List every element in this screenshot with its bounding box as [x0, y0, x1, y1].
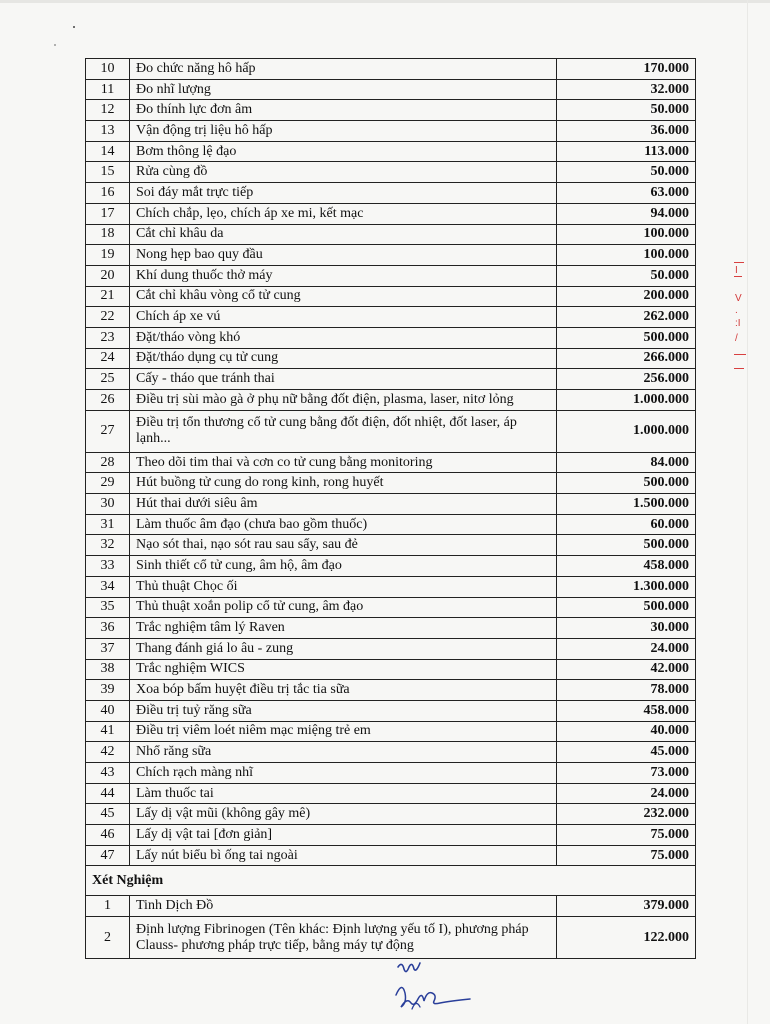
table-row	[86, 556, 696, 577]
row-number: 20	[86, 265, 130, 286]
row-number: 32	[86, 535, 130, 556]
scan-edge-right	[747, 0, 748, 1024]
table-row	[86, 203, 696, 224]
service-name: Cắt chỉ khâu da	[130, 224, 557, 245]
table-row	[86, 141, 696, 162]
service-name: Khí dung thuốc thở máy	[130, 265, 557, 286]
service-price: 1.300.000	[557, 576, 696, 597]
service-price: 1.500.000	[557, 494, 696, 515]
row-number: 26	[86, 390, 130, 411]
table-row	[86, 100, 696, 121]
service-name: Đo nhĩ lượng	[130, 79, 557, 100]
table-row	[86, 680, 696, 701]
row-number: 15	[86, 162, 130, 183]
row-number: 28	[86, 452, 130, 473]
service-price: 262.000	[557, 307, 696, 328]
fee-table	[85, 58, 696, 959]
row-number: 38	[86, 659, 130, 680]
service-price: 73.000	[557, 763, 696, 784]
row-number: 39	[86, 680, 130, 701]
table-row	[86, 369, 696, 390]
service-name: Điều trị sùi mào gà ở phụ nữ bằng đốt điện, plasma, laser, nitơ lỏng	[130, 390, 557, 411]
service-name: Xoa bóp bấm huyệt điều trị tắc tia sữa	[130, 680, 557, 701]
signature-mark	[392, 955, 482, 1017]
service-name: Hút thai dưới siêu âm	[130, 494, 557, 515]
table-row	[86, 845, 696, 866]
row-number: 16	[86, 183, 130, 204]
fee-table-body	[86, 59, 696, 959]
service-name: Lấy dị vật mũi (không gây mê)	[130, 804, 557, 825]
service-price: 113.000	[557, 141, 696, 162]
service-name: Đo thính lực đơn âm	[130, 100, 557, 121]
service-name: Thủ thuật xoắn polip cổ tử cung, âm đạo	[130, 597, 557, 618]
service-price: 500.000	[557, 535, 696, 556]
table-row	[86, 721, 696, 742]
service-price: 24.000	[557, 783, 696, 804]
table-row	[86, 452, 696, 473]
table-row	[86, 245, 696, 266]
service-price: 500.000	[557, 473, 696, 494]
section-title: Xét Nghiệm	[86, 866, 696, 896]
row-number: 25	[86, 369, 130, 390]
service-name: Nạo sót thai, nạo sót rau sau sẩy, sau đẻ	[130, 535, 557, 556]
service-price: 36.000	[557, 121, 696, 142]
service-price: 170.000	[557, 59, 696, 80]
service-price: 30.000	[557, 618, 696, 639]
service-name: Làm thuốc tai	[130, 783, 557, 804]
table-row	[86, 265, 696, 286]
service-name: Chích chắp, lẹo, chích áp xe mi, kết mạc	[130, 203, 557, 224]
service-price: 500.000	[557, 327, 696, 348]
service-name: Rửa cùng đồ	[130, 162, 557, 183]
row-number: 31	[86, 514, 130, 535]
service-price: 1.000.000	[557, 390, 696, 411]
table-row	[86, 327, 696, 348]
service-name: Hút buồng tử cung do rong kinh, rong huyết	[130, 473, 557, 494]
service-price: 75.000	[557, 845, 696, 866]
service-price: 75.000	[557, 825, 696, 846]
service-name: Cắt chỉ khâu vòng cổ tử cung	[130, 286, 557, 307]
row-number: 30	[86, 494, 130, 515]
table-row	[86, 121, 696, 142]
row-number: 11	[86, 79, 130, 100]
service-price: 500.000	[557, 597, 696, 618]
table-row	[86, 618, 696, 639]
service-price: 45.000	[557, 742, 696, 763]
table-row	[86, 742, 696, 763]
row-number: 19	[86, 245, 130, 266]
table-row	[86, 348, 696, 369]
table-row	[86, 896, 696, 917]
service-price: 40.000	[557, 721, 696, 742]
row-number: 41	[86, 721, 130, 742]
row-number: 34	[86, 576, 130, 597]
table-row	[86, 535, 696, 556]
service-price: 458.000	[557, 700, 696, 721]
row-number: 24	[86, 348, 130, 369]
table-row	[86, 286, 696, 307]
service-price: 200.000	[557, 286, 696, 307]
service-name: Định lượng Fibrinogen (Tên khác: Định lượng yếu tố I), phương pháp Clauss- phương pháp trực tiếp, bằng máy tự động	[130, 917, 557, 959]
row-number: 23	[86, 327, 130, 348]
service-price: 24.000	[557, 638, 696, 659]
row-number: 27	[86, 410, 130, 452]
service-name: Soi đáy mắt trực tiếp	[130, 183, 557, 204]
service-name: Thang đánh giá lo âu - zung	[130, 638, 557, 659]
row-number: 47	[86, 845, 130, 866]
table-row	[86, 597, 696, 618]
table-row	[86, 783, 696, 804]
table-row	[86, 79, 696, 100]
service-price: 50.000	[557, 100, 696, 121]
row-number: 21	[86, 286, 130, 307]
service-name: Trắc nghiệm WICS	[130, 659, 557, 680]
service-name: Chích áp xe vú	[130, 307, 557, 328]
row-number: 44	[86, 783, 130, 804]
service-price: 100.000	[557, 245, 696, 266]
table-row	[86, 162, 696, 183]
service-price: 232.000	[557, 804, 696, 825]
row-number: 18	[86, 224, 130, 245]
service-price: 379.000	[557, 896, 696, 917]
table-row	[86, 307, 696, 328]
row-number: 12	[86, 100, 130, 121]
service-price: 256.000	[557, 369, 696, 390]
service-price: 42.000	[557, 659, 696, 680]
service-name: Chích rạch màng nhĩ	[130, 763, 557, 784]
scan-edge-top	[0, 0, 770, 3]
table-row	[86, 59, 696, 80]
service-name: Điều trị tuỷ răng sữa	[130, 700, 557, 721]
service-price: 94.000	[557, 203, 696, 224]
table-row	[86, 224, 696, 245]
row-number: 37	[86, 638, 130, 659]
row-number: 13	[86, 121, 130, 142]
service-price: 32.000	[557, 79, 696, 100]
service-name: Bơm thông lệ đạo	[130, 141, 557, 162]
table-row	[86, 410, 696, 452]
table-row	[86, 473, 696, 494]
table-row	[86, 576, 696, 597]
service-name: Lấy dị vật tai [đơn giản]	[130, 825, 557, 846]
row-number: 42	[86, 742, 130, 763]
table-row	[86, 494, 696, 515]
service-price: 1.000.000	[557, 410, 696, 452]
service-price: 78.000	[557, 680, 696, 701]
row-number: 43	[86, 763, 130, 784]
table-row	[86, 700, 696, 721]
row-number: 2	[86, 917, 130, 959]
service-price: 100.000	[557, 224, 696, 245]
service-name: Nong hẹp bao quy đầu	[130, 245, 557, 266]
service-name: Vận động trị liệu hô hấp	[130, 121, 557, 142]
service-name: Đặt/tháo vòng khó	[130, 327, 557, 348]
service-name: Điều trị tổn thương cổ tử cung bằng đốt điện, đốt nhiệt, đốt laser, áp lạnh...	[130, 410, 557, 452]
service-price: 60.000	[557, 514, 696, 535]
table-row	[86, 659, 696, 680]
service-price: 266.000	[557, 348, 696, 369]
service-name: Điều trị viêm loét niêm mạc miệng trẻ em	[130, 721, 557, 742]
service-name: Lấy nút biểu bì ống tai ngoài	[130, 845, 557, 866]
service-price: 50.000	[557, 265, 696, 286]
row-number: 45	[86, 804, 130, 825]
service-price: 84.000	[557, 452, 696, 473]
row-number: 14	[86, 141, 130, 162]
scan-speck	[54, 44, 56, 46]
service-price: 63.000	[557, 183, 696, 204]
row-number: 36	[86, 618, 130, 639]
scan-speck	[73, 26, 75, 28]
service-name: Trắc nghiệm tâm lý Raven	[130, 618, 557, 639]
service-name: Tinh Dịch Đồ	[130, 896, 557, 917]
service-name: Thủ thuật Chọc ối	[130, 576, 557, 597]
section-header-row	[86, 866, 696, 896]
table-row	[86, 763, 696, 784]
row-number: 46	[86, 825, 130, 846]
row-number: 17	[86, 203, 130, 224]
service-name: Cấy - tháo que tránh thai	[130, 369, 557, 390]
table-row	[86, 390, 696, 411]
service-price: 50.000	[557, 162, 696, 183]
service-name: Đặt/tháo dụng cụ tử cung	[130, 348, 557, 369]
table-row	[86, 825, 696, 846]
table-row	[86, 514, 696, 535]
service-price: 458.000	[557, 556, 696, 577]
table-row	[86, 917, 696, 959]
service-name: Đo chức năng hô hấp	[130, 59, 557, 80]
row-number: 33	[86, 556, 130, 577]
row-number: 1	[86, 896, 130, 917]
row-number: 35	[86, 597, 130, 618]
table-row	[86, 183, 696, 204]
row-number: 29	[86, 473, 130, 494]
service-name: Sinh thiết cổ tử cung, âm hộ, âm đạo	[130, 556, 557, 577]
table-row	[86, 638, 696, 659]
service-price: 122.000	[557, 917, 696, 959]
row-number: 40	[86, 700, 130, 721]
row-number: 10	[86, 59, 130, 80]
row-number: 22	[86, 307, 130, 328]
service-name: Theo dõi tim thai và cơn co tử cung bằng monitoring	[130, 452, 557, 473]
table-row	[86, 804, 696, 825]
service-name: Nhổ răng sữa	[130, 742, 557, 763]
service-name: Làm thuốc âm đạo (chưa bao gồm thuốc)	[130, 514, 557, 535]
